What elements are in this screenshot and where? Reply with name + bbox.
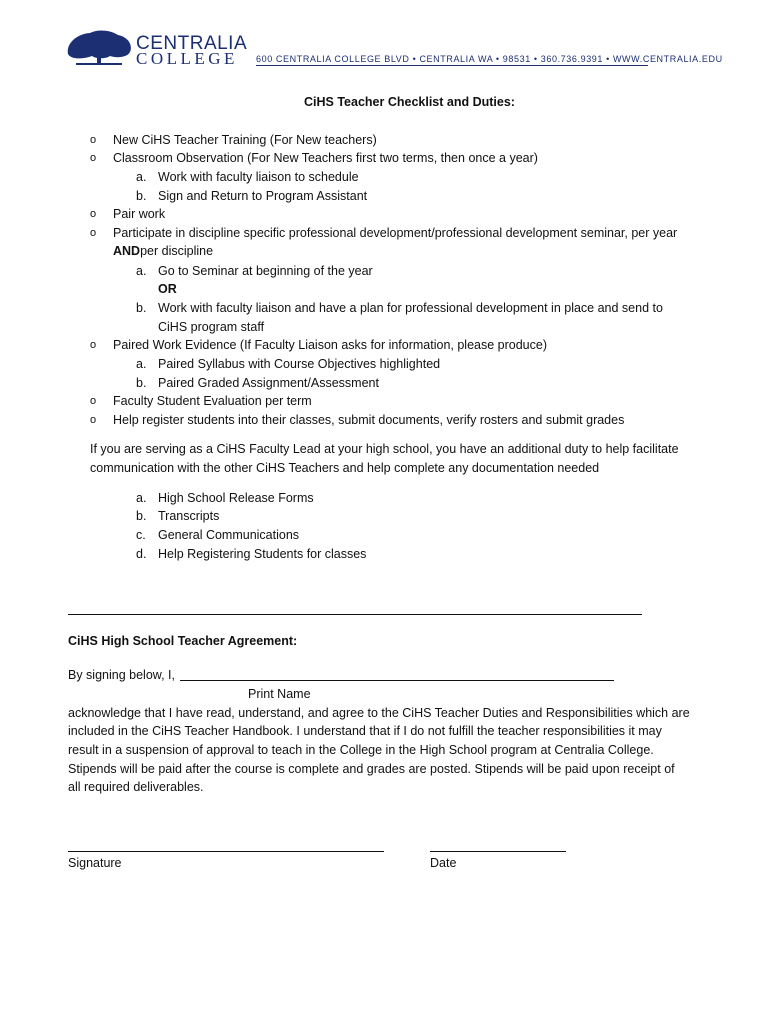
sub-item: Work with faculty liaison and have a plan for professional development in place and send to — [158, 301, 663, 315]
header-address: 600 CENTRALIA COLLEGE BLVD • CENTRALIA WA • 98531 • 360.736.9391 • WWW.CENTRALIA.EDU — [256, 54, 723, 64]
agreement-heading: CiHS High School Teacher Agreement: — [68, 634, 298, 648]
checklist-item-text: per discipline — [140, 244, 214, 258]
date-field[interactable] — [430, 851, 566, 852]
sub-item: Paired Syllabus with Course Objectives highlighted — [158, 357, 441, 371]
page-title: CiHS Teacher Checklist and Duties: — [304, 95, 515, 109]
tree-logo-icon — [66, 28, 134, 68]
bullet-icon: o — [90, 227, 97, 239]
bullet-icon: o — [90, 134, 97, 146]
sub-item: Paired Graded Assignment/Assessment — [158, 376, 379, 390]
sub-marker: b. — [136, 301, 147, 315]
lead-item: General Communications — [158, 528, 300, 542]
sub-item: Sign and Return to Program Assistant — [158, 189, 368, 203]
checklist-item: Faculty Student Evaluation per term — [113, 394, 312, 408]
bullet-icon: o — [90, 152, 97, 164]
bullet-icon: o — [90, 208, 97, 220]
checklist-item: Classroom Observation (For New Teachers first two terms, then once a year) — [113, 151, 538, 165]
agreement-body-line: result in a suspension of approval to teach in the College in the High School program at Centralia College. — [68, 743, 654, 757]
checklist-item: New CiHS Teacher Training (For New teachers) — [113, 133, 377, 147]
or-emphasis: OR — [158, 282, 177, 296]
lead-item: Help Registering Students for classes — [158, 547, 367, 561]
header-rule — [256, 65, 648, 66]
checklist-item-cont — [113, 244, 213, 258]
bullet-icon: o — [90, 414, 97, 426]
bullet-icon: o — [90, 395, 97, 407]
signature-field[interactable] — [68, 851, 384, 852]
lead-marker: d. — [136, 547, 147, 561]
sub-marker: a. — [136, 170, 147, 184]
agreement-body-line: acknowledge that I have read, understand, and agree to the CiHS Teacher Duties and Responsibilities which are — [68, 706, 690, 720]
lead-marker: c. — [136, 528, 146, 542]
section-divider — [68, 614, 642, 615]
sub-marker: a. — [136, 357, 147, 371]
lead-marker: b. — [136, 509, 147, 523]
agreement-body-line: Stipends will be paid after the course is complete and grades are posted. Stipends will be paid upon receipt of — [68, 762, 675, 776]
brand-college: COLLEGE — [136, 49, 238, 68]
sub-item: Work with faculty liaison to schedule — [158, 170, 359, 184]
lead-item: Transcripts — [158, 509, 220, 523]
checklist-item: Participate in discipline specific professional development/professional development seminar, per year — [113, 226, 678, 240]
checklist-item: Paired Work Evidence (If Faculty Liaison asks for information, please produce) — [113, 338, 547, 352]
checklist-item: Help register students into their classes, submit documents, verify rosters and submit grades — [113, 413, 625, 427]
bullet-icon: o — [90, 339, 97, 351]
print-name-field[interactable] — [180, 680, 614, 681]
signature-label: Signature — [68, 856, 122, 870]
sub-marker: b. — [136, 189, 147, 203]
lead-marker: a. — [136, 491, 147, 505]
agreement-body-line: all required deliverables. — [68, 780, 204, 794]
lead-paragraph-line: communication with the other CiHS Teachers and help complete any documentation needed — [90, 461, 600, 475]
agreement-body-line: included in the CiHS Teacher Handbook. I understand that if I do not fulfill the teacher responsibilities it may — [68, 724, 662, 738]
sub-marker: a. — [136, 264, 147, 278]
signing-prefix: By signing below, I, — [68, 668, 176, 682]
print-name-label: Print Name — [248, 687, 311, 701]
checklist-item: Pair work — [113, 207, 166, 221]
sub-item: Go to Seminar at beginning of the year — [158, 264, 373, 278]
brand-name: CENTRALIA — [136, 33, 248, 54]
lead-item: High School Release Forms — [158, 491, 314, 505]
sub-item-cont: CiHS program staff — [158, 320, 265, 334]
sub-marker: b. — [136, 376, 147, 390]
and-emphasis: AND — [113, 244, 141, 258]
date-label: Date — [430, 856, 457, 870]
lead-paragraph-line: If you are serving as a CiHS Faculty Lead at your high school, you have an additional duty to help facilitate — [90, 442, 679, 456]
